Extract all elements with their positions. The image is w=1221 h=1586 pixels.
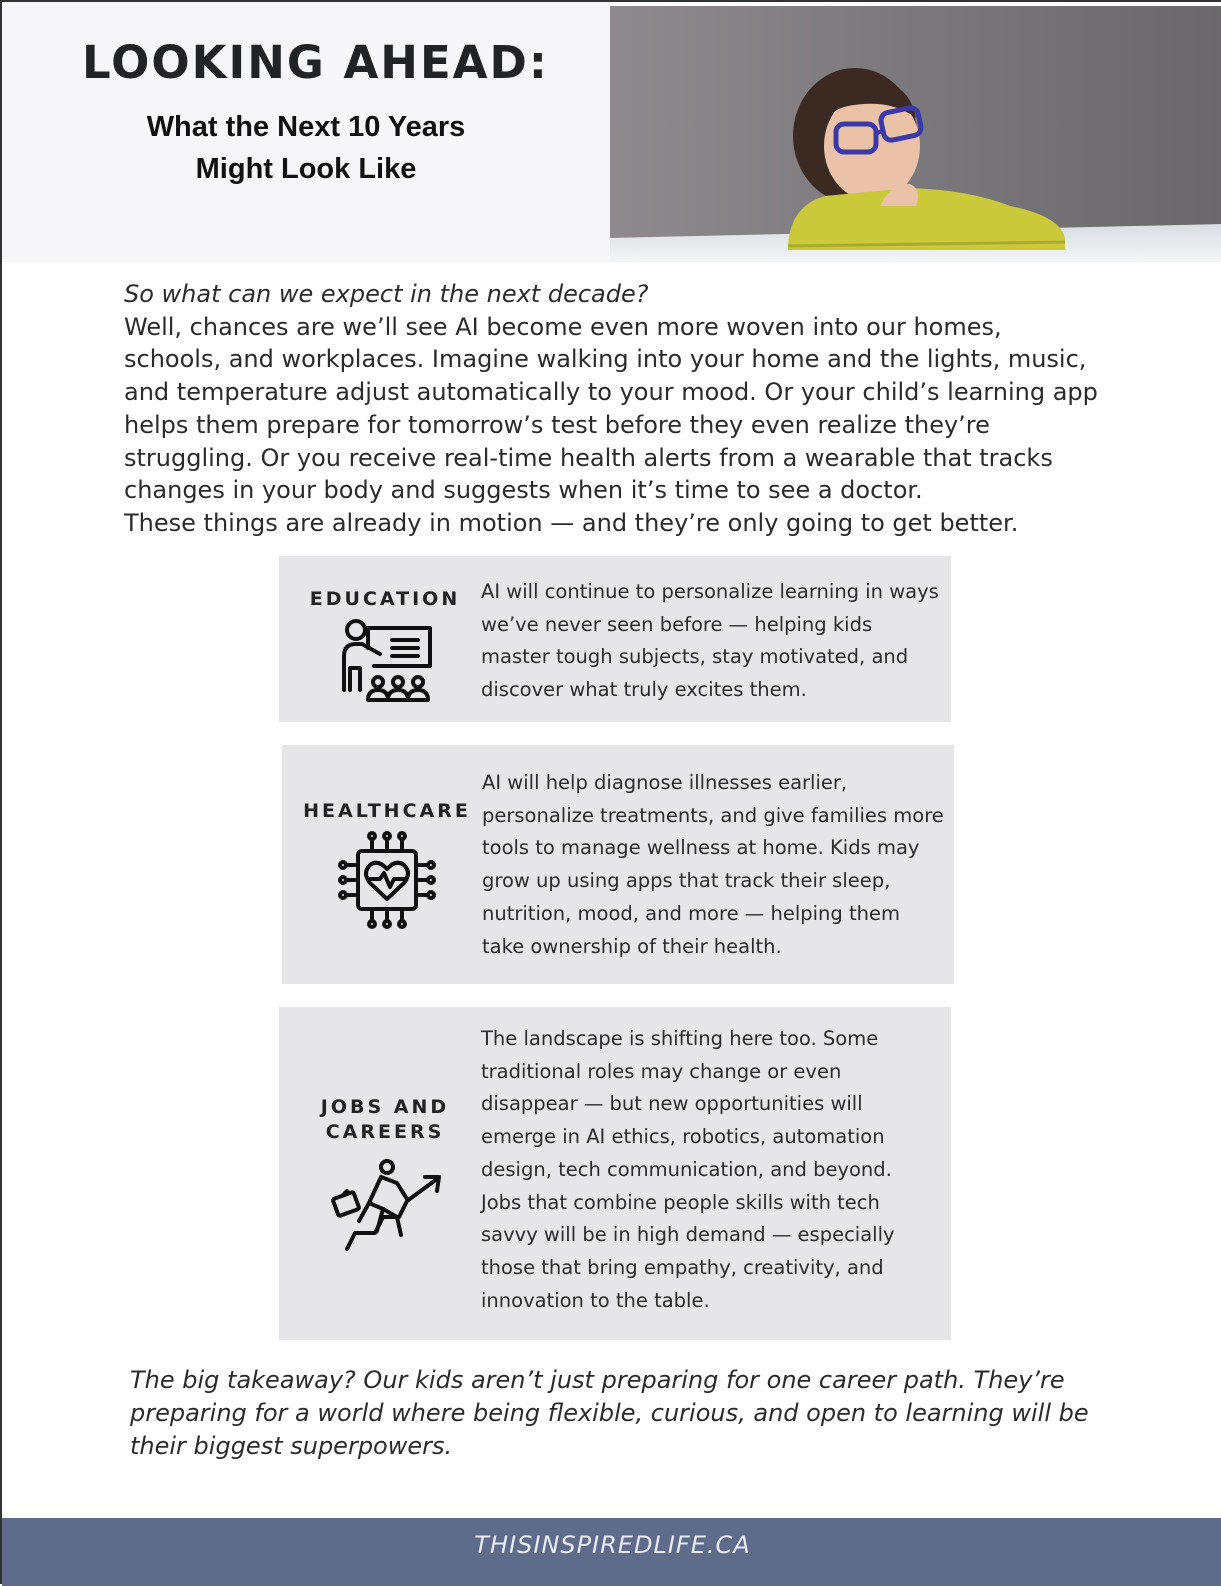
intro-question: So what can we expect in the next decade? — [124, 280, 649, 308]
child-thinking-illustration — [610, 6, 1221, 262]
card-label-education: EDUCATION — [309, 588, 461, 610]
card-label-jobs-careers — [305, 1095, 465, 1145]
subtitle-line-1: What the Next 10 Years — [146, 111, 466, 143]
card-healthcare — [282, 745, 954, 984]
card-education — [279, 556, 951, 722]
footer-site-link[interactable]: THISINSPIREDLIFE.CA — [474, 1531, 751, 1559]
card-text-jobs-careers: The landscape is shifting here too. Some traditional roles may change or even disappear — but new opportunities will emerge in AI ethics, robotics, automation design, tech communication, and beyond. Jobs that combine people skills with tech savvy will be in high demand — especially those that bring empathy, creativity, and innovation to the table. — [481, 1027, 895, 1312]
card-text-education: AI will continue to personalize learning in ways we’ve never seen before — helping kids master tough subjects, stay motivated, and discover what truly excites them. — [481, 580, 939, 702]
header — [2, 2, 1221, 262]
header-photo — [610, 6, 1221, 262]
card-label-jobs-line-1: JOBS AND — [320, 1096, 450, 1118]
header-title-panel — [2, 2, 610, 262]
card-label-healthcare: HEALTHCARE — [303, 800, 471, 822]
page-title: LOOKING AHEAD: — [82, 36, 549, 89]
intro-body: Well, chances are we’ll see AI become even more woven into our homes, schools, and workplaces. Imagine walking into your home and the lights, music, and temperature adjust automatically to your mood. Or your child’s learning app helps them prepare for tomorrow’s test before they even realize they’re struggling. Or you receive real-time health alerts from a wearable that tracks changes in your body and suggests when it’s time to see a doctor. — [124, 312, 1098, 505]
card-text-healthcare: AI will help diagnose illnesses earlier, personalize treatments, and give families more tools to manage wellness at home. Kids may grow up using apps that track their sleep, nutrition, mood, and more — helping them take ownership of their health. — [482, 771, 944, 958]
takeaway-paragraph: The big takeaway? Our kids aren’t just preparing for one career path. They’re preparing for a world where being flexible, curious, and open to learning will be their biggest superpowers. — [130, 1366, 1089, 1460]
teacher-presentation-icon — [334, 618, 434, 708]
card-jobs-careers — [279, 1007, 951, 1340]
intro-closing: These things are already in motion — and they’re only going to get better. — [124, 508, 1019, 537]
intro-section — [124, 278, 1104, 540]
footer-bar — [2, 1518, 1221, 1586]
page-subtitle — [2, 106, 610, 190]
subtitle-line-2: Might Look Like — [195, 153, 417, 185]
career-growth-icon — [331, 1159, 443, 1255]
card-label-jobs-line-2: CAREERS — [325, 1121, 445, 1143]
heart-chip-icon — [338, 831, 436, 933]
